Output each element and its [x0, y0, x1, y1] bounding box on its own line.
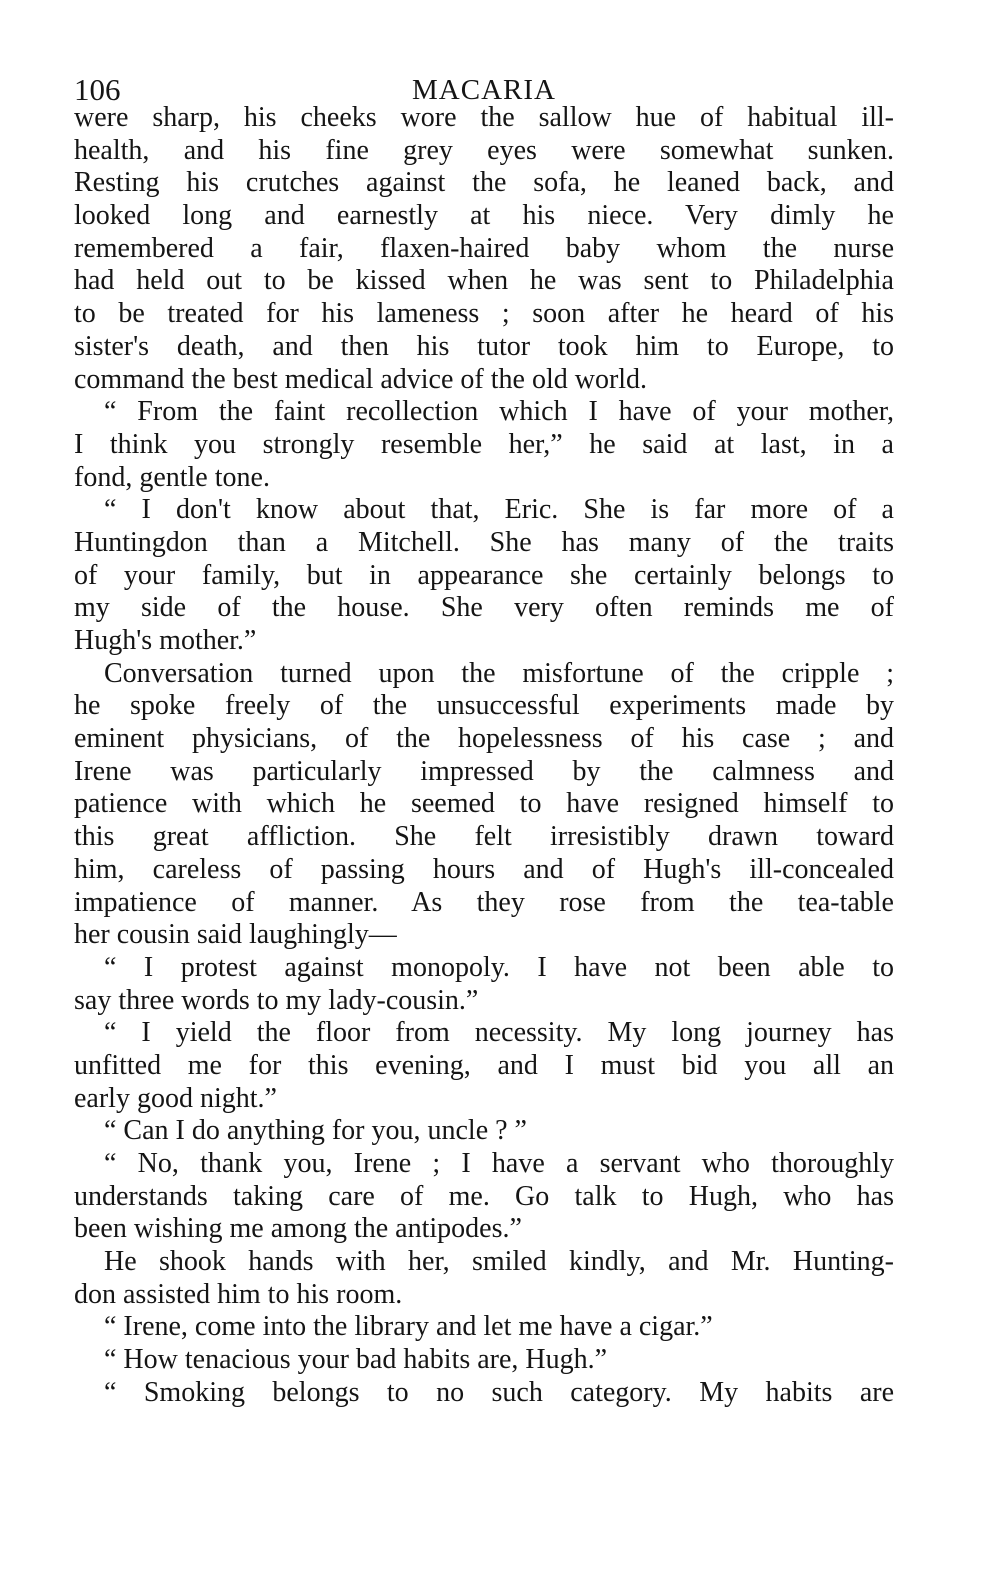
text-line: of your family, but in appearance she certainly belongs to	[74, 559, 894, 591]
text-line: had held out to be kissed when he was sent to Philadelphia	[74, 265, 894, 297]
page-number: 106	[74, 72, 121, 107]
text-line: “ I yield the floor from necessity. My long journey has	[104, 1017, 894, 1049]
text-line: “ I protest against monopoly. I have not been able to	[104, 951, 894, 983]
text-line: Irene was particularly impressed by the calmness and	[74, 755, 894, 787]
text-line: Huntingdon than a Mitchell. She has many of the traits	[74, 526, 894, 558]
text-line: my side of the house. She very often reminds me of	[74, 592, 894, 624]
text-line: don assisted him to his room.	[74, 1278, 403, 1310]
book-page	[74, 70, 894, 1410]
text-line: been wishing me among the antipodes.”	[74, 1213, 522, 1245]
text-line: command the best medical advice of the old world.	[74, 363, 648, 395]
text-line: eminent physicians, of the hopelessness of his case ; and	[74, 723, 894, 755]
text-line: remembered a fair, flaxen-haired baby whom the nurse	[74, 232, 894, 264]
text-line: her cousin said laughingly—	[74, 919, 397, 951]
text-line: “ How tenacious your bad habits are, Hugh.”	[104, 1344, 608, 1376]
text-line: unfitted me for this evening, and I must bid you all an	[74, 1049, 894, 1081]
text-line: “ No, thank you, Irene ; I have a servant who thoroughly	[104, 1148, 894, 1179]
text-line: say three words to my lady-cousin.”	[74, 984, 479, 1016]
text-line: impatience of manner. As they rose from the tea-table	[74, 886, 894, 918]
text-line: “ Can I do anything for you, uncle ? ”	[104, 1115, 527, 1147]
text-line: he spoke freely of the unsuccessful experiments made by	[74, 690, 894, 722]
body-text	[74, 102, 894, 1410]
text-line: “ From the faint recollection which I have of your mother,	[104, 396, 894, 428]
text-line: fond, gentle tone.	[74, 461, 270, 493]
text-line: He shook hands with her, smiled kindly, and Mr. Hunting-	[104, 1246, 894, 1278]
text-line: patience with which he seemed to have resigned himself to	[74, 788, 894, 820]
text-line: Resting his crutches against the sofa, he leaned back, and	[74, 167, 894, 199]
text-line: “ Irene, come into the library and let me have a cigar.”	[104, 1311, 713, 1343]
text-line: early good night.”	[74, 1082, 277, 1114]
text-line: Conversation turned upon the misfortune of the cripple ;	[104, 657, 894, 689]
running-title: MACARIA	[412, 74, 556, 106]
text-line: understands taking care of me. Go talk to Hugh, who has	[74, 1180, 894, 1212]
text-line: this great affliction. She felt irresistibly drawn toward	[74, 821, 894, 853]
text-line: looked long and earnestly at his niece. Very dimly he	[74, 200, 894, 232]
text-line: were sharp, his cheeks wore the sallow hue of habitual ill-	[74, 102, 894, 133]
text-line: “ I don't know about that, Eric. She is far more of a	[104, 494, 894, 526]
text-line: I think you strongly resemble her,” he said at last, in a	[74, 428, 894, 460]
text-line: him, careless of passing hours and of Hugh's ill-concealed	[74, 853, 894, 885]
text-line: to be treated for his lameness ; soon after he heard of his	[74, 298, 894, 330]
running-head	[74, 70, 894, 110]
text-line: sister's death, and then his tutor took him to Europe, to	[74, 330, 894, 362]
text-line: Hugh's mother.”	[74, 625, 257, 656]
text-line: “ Smoking belongs to no such category. My habits are	[104, 1376, 894, 1408]
text-line: health, and his fine grey eyes were somewhat sunken.	[74, 134, 894, 166]
